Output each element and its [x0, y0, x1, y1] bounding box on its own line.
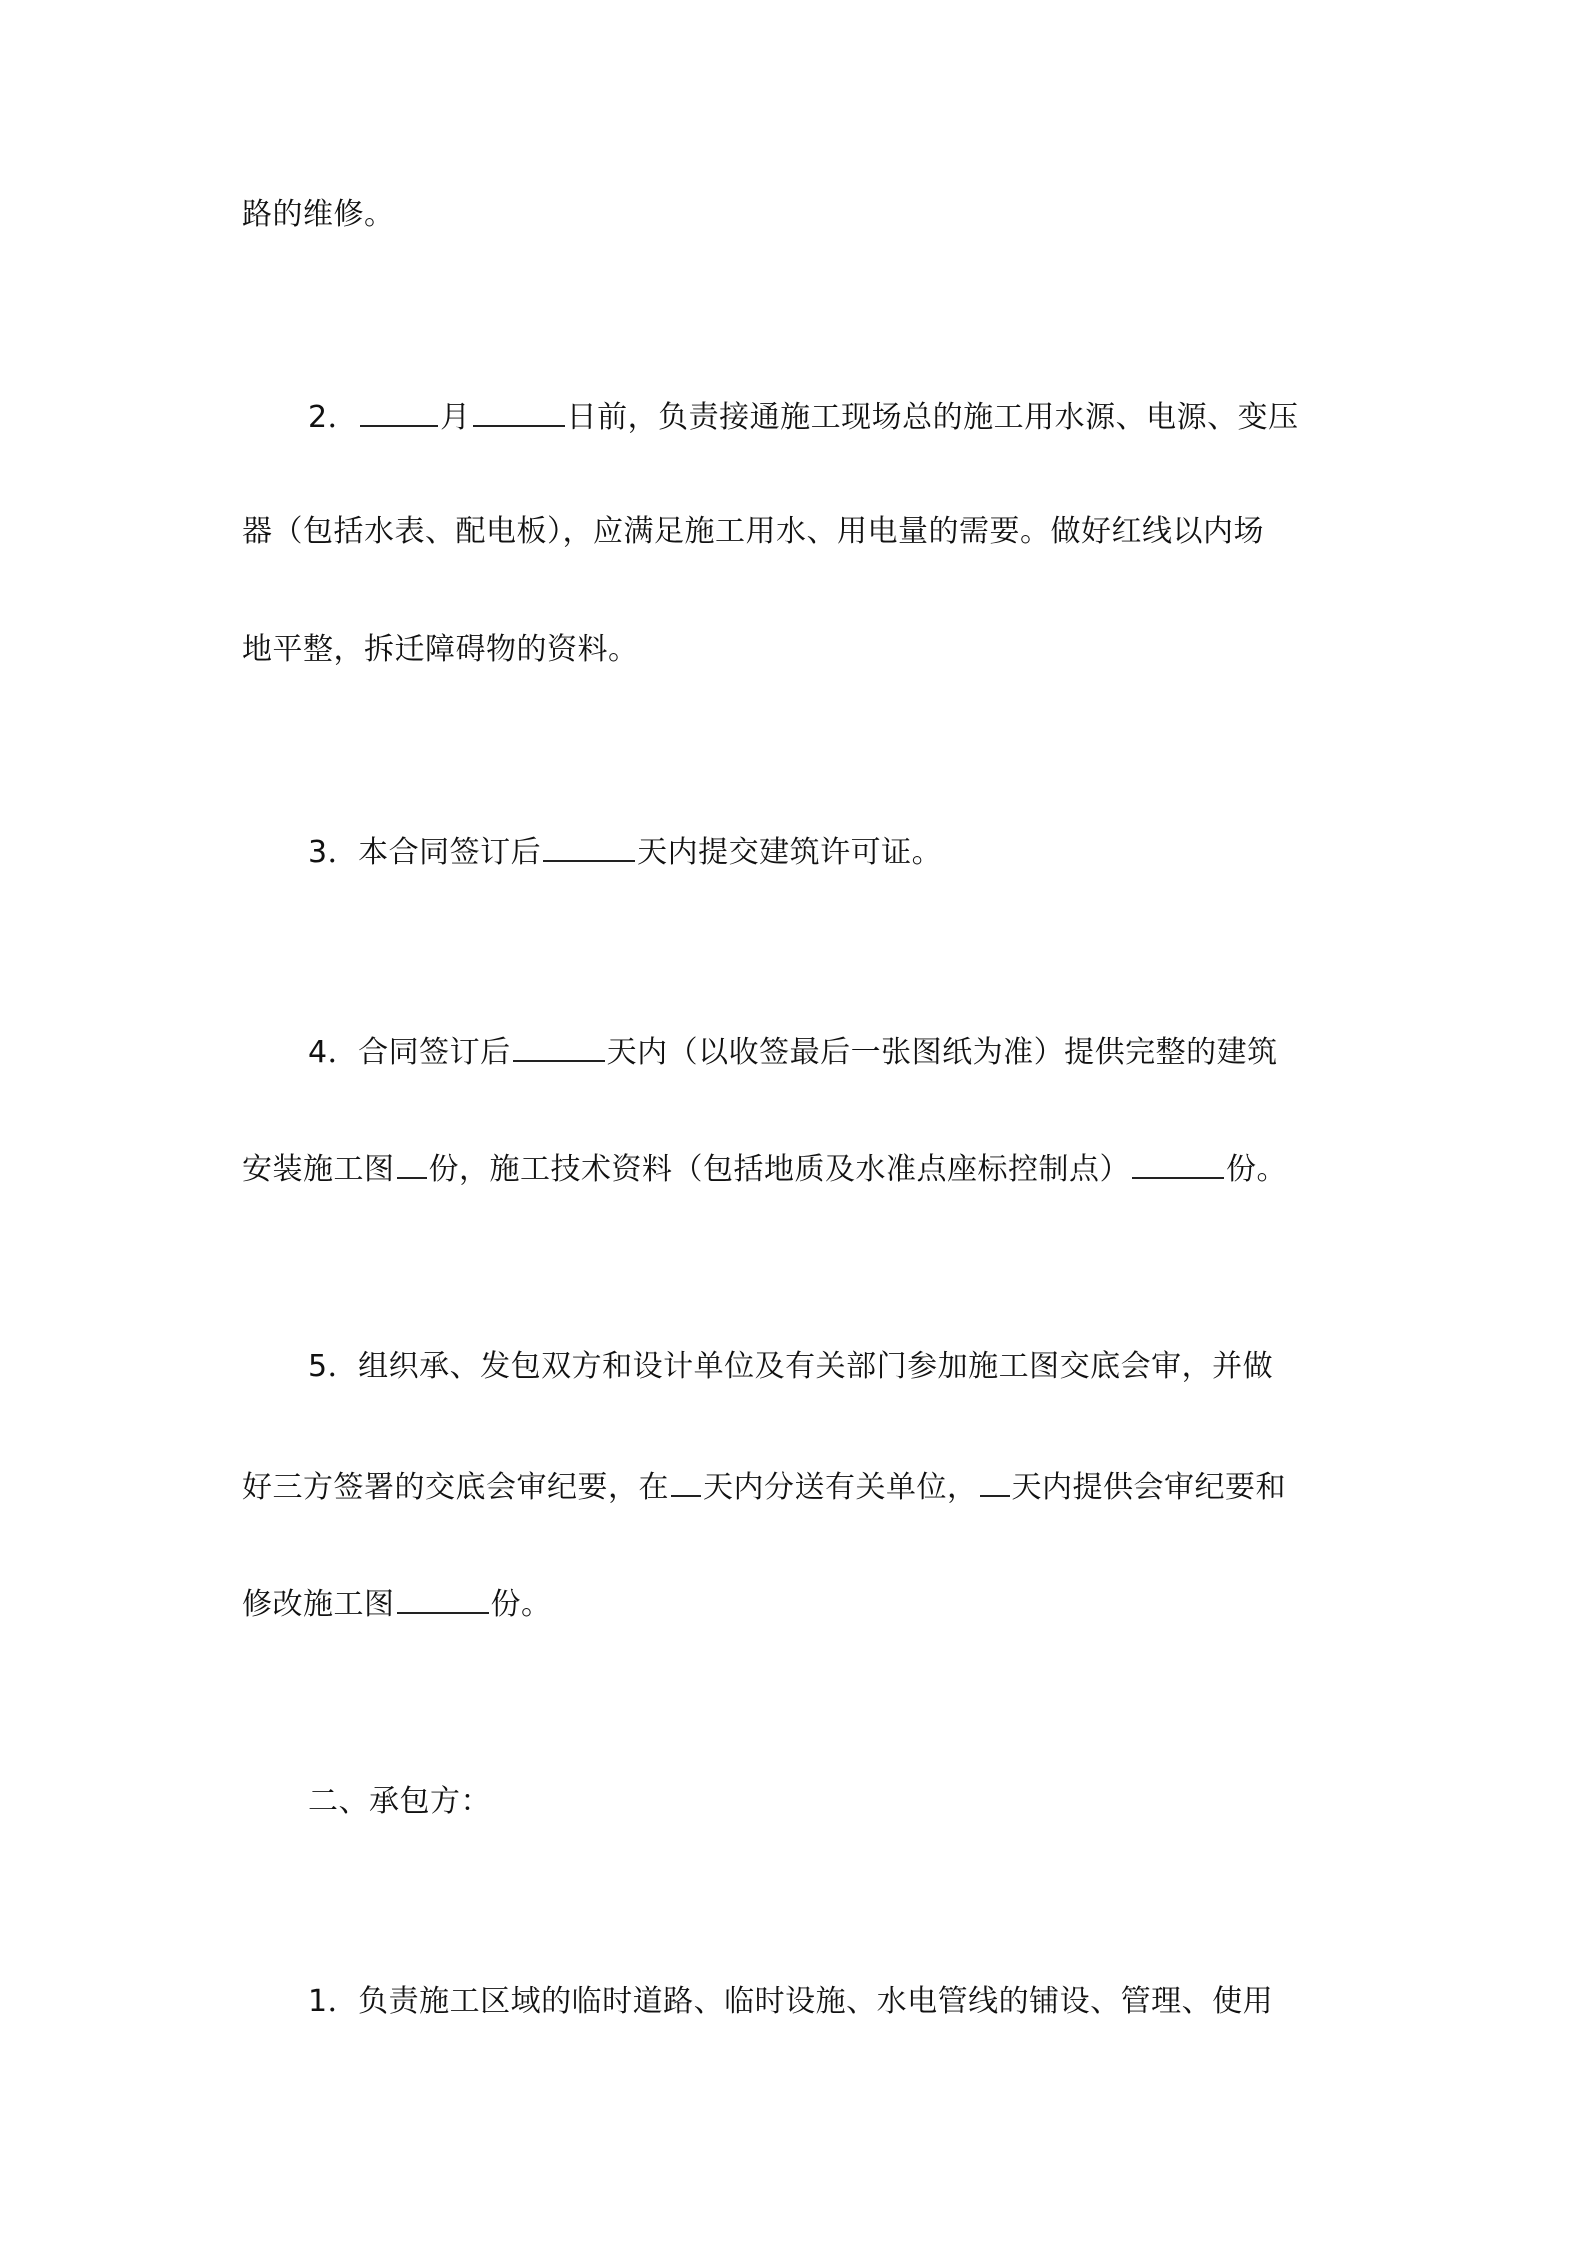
- text-line: 路的维修。: [242, 197, 395, 232]
- text-line: 修改施工图 份。: [242, 1582, 552, 1625]
- fill-blank[interactable]: [397, 1582, 489, 1614]
- section-heading: 二、承包方：: [308, 1784, 491, 1819]
- text-line: 2． 月 日前，负责接通施工现场总的施工用水源、电源、变压: [308, 395, 1299, 438]
- fill-blank[interactable]: [397, 1147, 427, 1179]
- text-line: 3．本合同签订后 天内提交建筑许可证。: [308, 830, 942, 873]
- text-line: 5．组织承、发包双方和设计单位及有关部门参加施工图交底会审，并做: [308, 1349, 1274, 1384]
- text-line: 好三方签署的交底会审纪要，在 天内分送有关单位， 天内提供会审纪要和: [242, 1465, 1286, 1508]
- fill-blank[interactable]: [360, 395, 438, 427]
- fill-blank[interactable]: [1132, 1147, 1224, 1179]
- text-line: 4．合同签订后 天内（以收签最后一张图纸为准）提供完整的建筑: [308, 1030, 1278, 1073]
- text-line: 器（包括水表、配电板），应满足施工用水、用电量的需要。做好红线以内场: [242, 514, 1264, 549]
- fill-blank[interactable]: [473, 395, 565, 427]
- fill-blank[interactable]: [543, 830, 635, 862]
- fill-blank[interactable]: [980, 1465, 1010, 1497]
- text-line: 地平整，拆迁障碍物的资料。: [242, 632, 639, 667]
- text-line: 1．负责施工区域的临时道路、临时设施、水电管线的铺设、管理、使用: [308, 1984, 1274, 2019]
- text-line: 安装施工图 份，施工技术资料（包括地质及水准点座标控制点） 份。: [242, 1147, 1287, 1190]
- fill-blank[interactable]: [513, 1030, 605, 1062]
- fill-blank[interactable]: [671, 1465, 701, 1497]
